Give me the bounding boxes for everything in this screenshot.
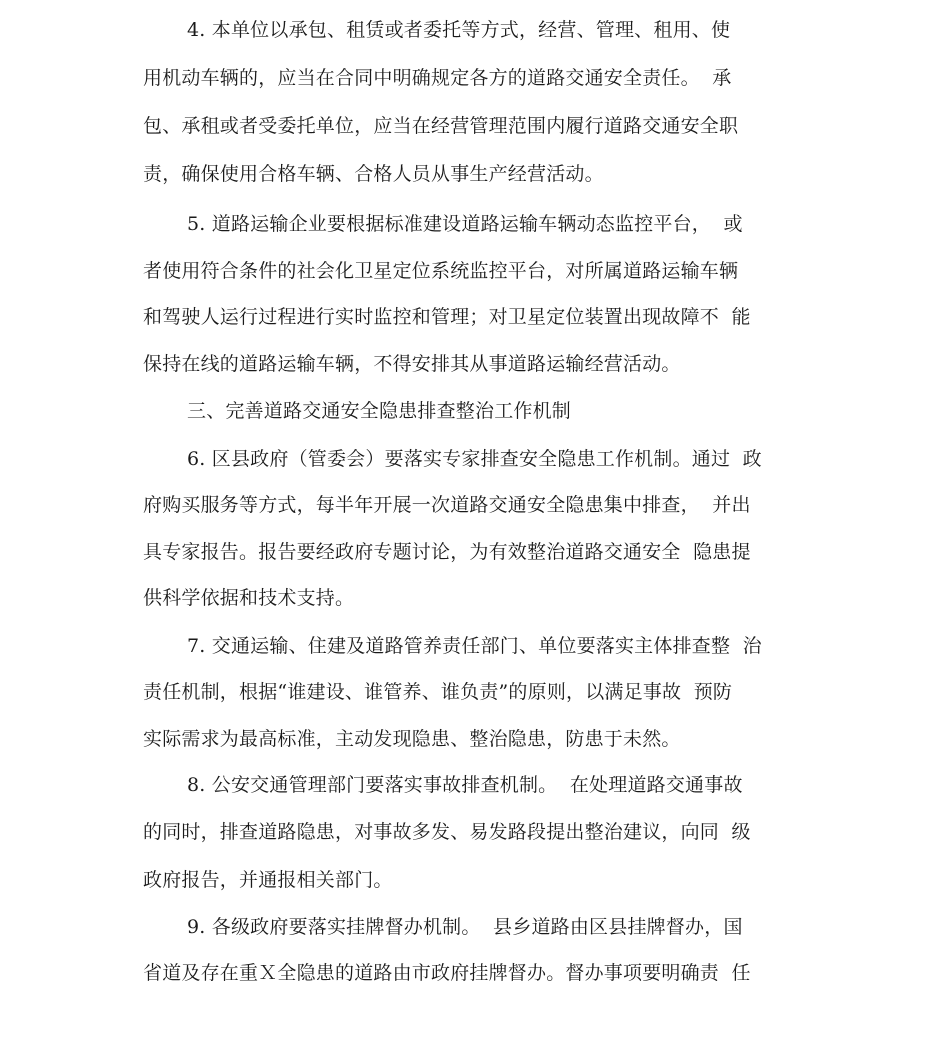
text-line: 者使用符合条件的社会化卫星定位系统监控平台，对所属道路运输车辆 <box>143 260 739 282</box>
text-line: 府购买服务等方式，每半年开展一次道路交通安全隐患集中排查， 并出 <box>143 494 751 516</box>
text-line: 省道及存在重Ｘ全隐患的道路由市政府挂牌督办。督办事项要明确责 任 <box>143 962 751 984</box>
text-line: 用机动车辆的，应当在合同中明确规定各方的道路交通安全责任。 承 <box>143 67 732 89</box>
text-line: 7. 交通运输、住建及道路管养责任部门、单位要落实主体排查整 治 <box>187 635 762 657</box>
text-line: 和驾驶人运行过程进行实时监控和管理；对卫星定位装置出现故障不 能 <box>143 306 751 328</box>
text-line: 实际需求为最高标准，主动发现隐患、整治隐患，防患于未然。 <box>143 728 681 750</box>
section-heading: 三、完善道路交通安全隐患排查整治工作机制 <box>187 400 572 422</box>
text-line: 保持在线的道路运输车辆，不得安排其从事道路运输经营活动。 <box>143 353 681 375</box>
text-line: 责，确保使用合格车辆、合格人员从事生产经营活动。 <box>143 163 604 185</box>
text-line: 6. 区县政府（管委会）要落实专家排查安全隐患工作机制。通过 政 <box>187 448 762 470</box>
text-line: 的同时，排查道路隐患，对事故多发、易发路段提出整治建议，向同 级 <box>143 821 751 843</box>
text-line: 包、承租或者受委托单位，应当在经营管理范围内履行道路交通安全职 <box>143 115 739 137</box>
text-line: 4. 本单位以承包、租赁或者委托等方式，经营、管理、租用、使 <box>187 19 731 41</box>
text-line: 政府报告，并通报相关部门。 <box>143 869 393 891</box>
text-line: 供科学依据和技术支持。 <box>143 587 355 609</box>
text-line: 8. 公安交通管理部门要落实事故排查机制。 在处理道路交通事故 <box>187 774 743 796</box>
text-line: 9. 各级政府要落实挂牌督办机制。 县乡道路由区县挂牌督办，国 <box>187 916 743 938</box>
text-line: 具专家报告。报告要经政府专题讨论，为有效整治道路交通安全 隐患提 <box>143 541 751 563</box>
text-line: 5. 道路运输企业要根据标准建设道路运输车辆动态监控平台， 或 <box>187 213 743 235</box>
text-line: 责任机制，根据“谁建设、谁管养、谁负责”的原则，以满足事故 预防 <box>143 681 733 703</box>
